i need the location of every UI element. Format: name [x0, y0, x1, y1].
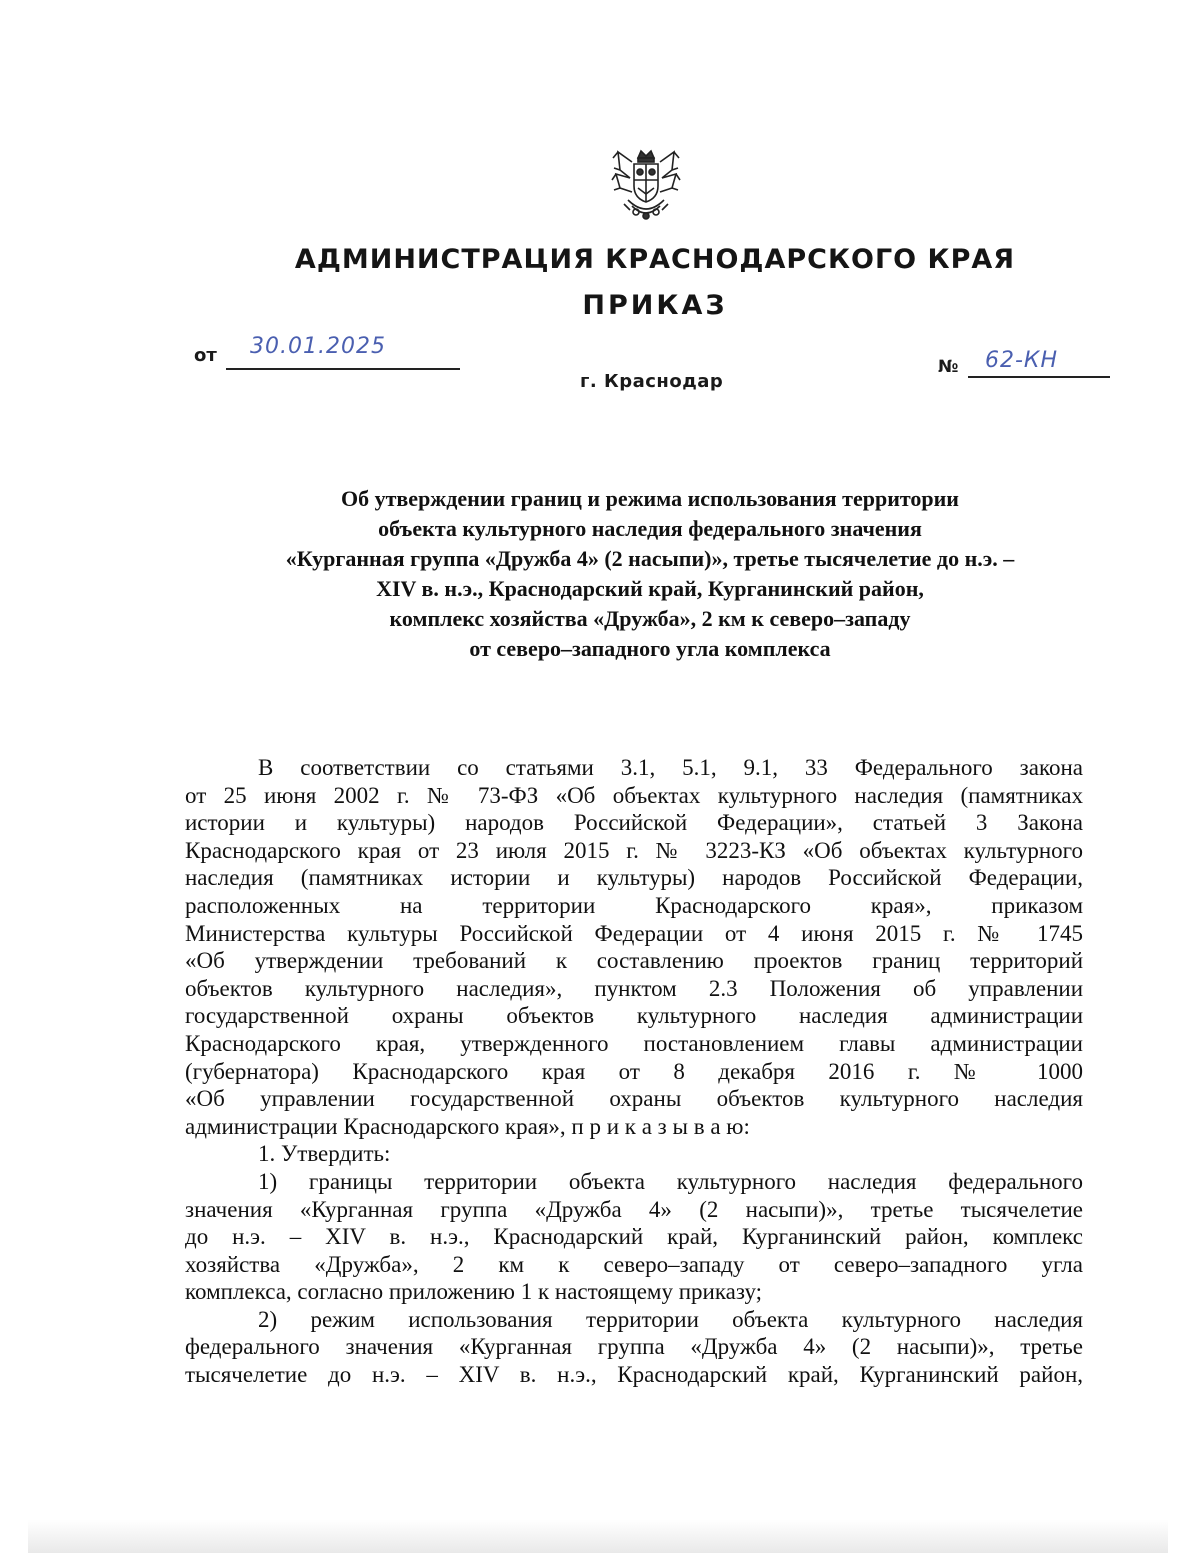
city-label: г. Краснодар	[580, 371, 724, 392]
body-line: «Об утверждении требований к составлению проектов границ территорий	[185, 948, 1083, 974]
body-line: 2) режим использования территории объекта культурного наследия	[258, 1306, 1083, 1332]
body-line: хозяйства «Дружба», 2 км к северо–западу от северо–западного угла	[185, 1251, 1083, 1277]
scan-edge-shadow	[28, 1520, 1168, 1553]
body-line: наследия (памятниках истории и культуры) народов Российской Федерации,	[185, 865, 1083, 891]
body-line: объектов культурного наследия», пунктом 2.3 Положения об управлении	[185, 975, 1083, 1001]
body-line: государственной охраны объектов культурного наследия администрации	[185, 1003, 1083, 1029]
body-line: «Об управлении государственной охраны объектов культурного наследия	[185, 1086, 1083, 1112]
subject-line: «Курганная группа «Дружба 4» (2 насыпи)», третье тысячелетие до н.э. –	[285, 546, 1015, 571]
body-line: федерального значения «Курганная группа «Дружба 4» (2 насыпи)», третье	[185, 1334, 1083, 1360]
body-line: В соответствии со статьями 3.1, 5.1, 9.1, 33 Федерального закона	[258, 755, 1083, 780]
date-prefix: от	[194, 345, 217, 366]
handwritten-number: 62-КН	[985, 348, 1059, 373]
body-line: от 25 июня 2002 г. № 73-ФЗ «Об объектах культурного наследия (памятниках	[185, 782, 1083, 808]
number-prefix: №	[938, 357, 959, 377]
body-line: Краснодарского края от 23 июля 2015 г. № 3223-КЗ «Об объектах культурного	[185, 837, 1083, 863]
subject-line: от северо–западного угла комплекса	[469, 636, 831, 661]
subject-line: Об утверждении границ и режима использования территории	[341, 486, 959, 511]
body-line: 1. Утвердить:	[258, 1141, 391, 1167]
handwritten-date: 30.01.2025	[250, 334, 386, 359]
order-subject	[150, 484, 1150, 664]
body-line: (губернатора) Краснодарского края от 8 декабря 2016 г. № 1000	[185, 1058, 1083, 1084]
coat-of-arms-icon	[610, 148, 682, 224]
body-line: тысячелетие до н.э. – XIV в. н.э., Краснодарский край, Курганинский район,	[185, 1362, 1083, 1388]
subject-line: комплекс хозяйства «Дружба», 2 км к северо–западу	[389, 606, 911, 631]
subject-line: XIV в. н.э., Краснодарский край, Курганинский район,	[376, 576, 924, 601]
body-line: до н.э. – XIV в. н.э., Краснодарский край, Курганинский район, комплекс	[185, 1224, 1083, 1250]
body-line: расположенных на территории Краснодарского края», приказом	[185, 892, 1083, 918]
body-line: комплекса, согласно приложению 1 к настоящему приказу;	[185, 1279, 763, 1305]
date-underline	[226, 368, 460, 370]
body-line: 1) границы территории объекта культурного наследия федерального	[258, 1168, 1083, 1194]
body-line: Краснодарского края, утвержденного постановлением главы администрации	[185, 1030, 1083, 1056]
organization-title: АДМИНИСТРАЦИЯ КРАСНОДАРСКОГО КРАЯ	[294, 244, 1016, 275]
body-line: Министерства культуры Российской Федерации от 4 июня 2015 г. № 1745	[185, 920, 1083, 946]
body-line: администрации Краснодарского края», п р и к а з ы в а ю:	[185, 1113, 750, 1139]
subject-line: объекта культурного наследия федерального значения	[378, 516, 922, 541]
body-line: истории и культуры) народов Российской Федерации», статьей 3 Закона	[185, 810, 1083, 836]
number-underline	[968, 376, 1110, 378]
order-body	[185, 754, 1083, 1389]
body-line: значения «Курганная группа «Дружба 4» (2 насыпи)», третье тысячелетие	[185, 1196, 1083, 1222]
document-type: ПРИКАЗ	[582, 290, 728, 321]
